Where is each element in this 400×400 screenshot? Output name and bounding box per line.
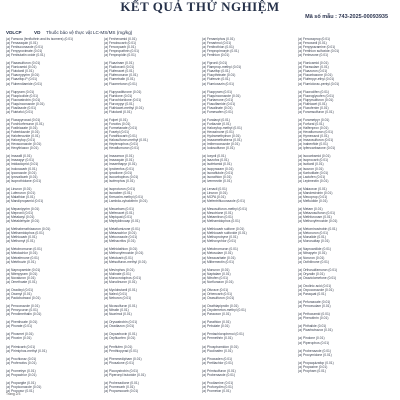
analyte-entry: (a) Ofurace (0.01) <box>202 287 229 292</box>
analyte-entry: (a) Orysastrobin (0.01) <box>104 320 138 325</box>
analyte-entry: (a) Iprobenfos (0.01) <box>104 166 135 171</box>
analyte-entry: (a) Metosulam (0.01) <box>202 251 233 256</box>
analyte-entry: (a) Mevinphos (0.01) <box>104 267 135 272</box>
analyte-entry: (a) Haloxyfop-methyl (0.01) <box>202 126 242 131</box>
analyte-entry: (a) Malathion (0.01) <box>6 194 35 199</box>
analyte-entry: (a) Pefurazoate (0.01) <box>298 300 331 305</box>
analyte-entry: (a) MCPA (0.01) <box>202 194 226 199</box>
analyte-entry: (a) Propiconazole (0.01) <box>6 385 42 390</box>
analyte-entry: (a) Imazosulfuron (0.01) <box>298 138 334 143</box>
analyte-entry: (a) Isocarbamid (0.01) <box>298 154 331 159</box>
analyte-entry: (a) Fonofos (0.01) <box>104 121 131 126</box>
analyte-entry: (a) Nitrofen (0.01) <box>202 275 229 280</box>
analyte-entry: (a) Orbencarb (0.01) <box>202 291 233 296</box>
header-description: Thuốc bảo vệ thực vật LC-MS/MS (mg/kg) <box>46 30 133 35</box>
analyte-entry: (a) Metazachlor (0.01) <box>104 231 137 236</box>
analyte-entry: (a) Fenhexamid (0.01) <box>104 37 137 41</box>
analyte-entry: (a) Monolinuron (0.01) <box>104 279 137 284</box>
analyte-entry: (a) Haloxyfop (0.01) <box>6 138 36 143</box>
analyte-entry: (a) Halfenprox (0.01) <box>298 126 329 131</box>
analyte-entry: (a) Phosalone (0.01) <box>104 360 135 365</box>
analyte-entry: (a) Furalaxyl (0.01) <box>202 117 230 122</box>
analyte-entry: (a) Phosphamidon (0.01) <box>202 344 239 349</box>
analyte-entry: (a) Phorate (0.01) <box>6 324 33 329</box>
analyte-entry: (a) Flucarbazone (0.01) <box>298 73 333 78</box>
analyte-entry: (a) Pentachlorophenol (0.01) <box>202 332 244 337</box>
analyte-entry: (a) Procymidone (0.01) <box>298 352 332 357</box>
analyte-entry: (a) Fluxapyroxad (0.01) <box>6 117 41 122</box>
analyte-entry: (a) Fipronil (0.01) <box>202 61 228 66</box>
analyte-entry: (a) Furathiocarb (0.01) <box>104 134 137 139</box>
analyte-entry: (a) Imazaquin (0.01) <box>104 158 134 163</box>
analyte-entry: (a) Imazapyr (0.01) <box>6 158 35 163</box>
analyte-entry: (a) Ivermectin (0.01) <box>202 178 232 183</box>
analyte-entry: (a) Oxadixyl (0.01) <box>6 287 34 292</box>
analyte-entry: (a) Hexazinone (0.01) <box>202 130 234 135</box>
analyte-entry: (a) Metominostrobin (0.01) <box>298 227 337 232</box>
analyte-entry: (a) Metamitron (0.01) <box>202 215 233 220</box>
analyte-entry: (a) Karbutilate (0.01) <box>298 170 329 175</box>
analyte-entry: (a) Prodiamine (0.01) <box>202 380 234 385</box>
analyte-entry: (a) Malaoxon (0.01) <box>298 186 327 191</box>
analyte-entry: (a) Fomesafen (0.01) <box>202 109 233 114</box>
analyte-entry: (a) Pindone (0.01) <box>298 336 325 341</box>
analyte-entry: (a) Imazamethabenz (0.01) <box>202 138 242 143</box>
analyte-entry: (a) Propoxur (0.01) <box>6 389 34 394</box>
analyte-entry: (a) Foramsulfuron (0.01) <box>298 109 334 114</box>
analyte-entry: (a) Metconazole (0.01) <box>104 235 138 240</box>
analyte-entry: (a) Propachlor (0.01) <box>6 372 37 377</box>
analyte-entry: (a) Mandestrobin (0.01) <box>298 190 333 195</box>
analyte-entry: (a) Phthalide (0.01) <box>298 324 327 329</box>
report-title: KẾT QUẢ THỬ NGHIỆM <box>120 0 280 14</box>
analyte-entry: (a) Methidathion (0.01) <box>104 247 138 252</box>
analyte-entry: (a) Phenmedipham (0.01) <box>104 356 142 361</box>
analyte-entry: (a) Kresoxim-methyl (0.01) <box>104 194 144 199</box>
analyte-entry: (a) Isopyrazam (0.01) <box>202 166 234 171</box>
analyte-entry: (a) Imazamox (0.01) <box>104 154 134 159</box>
analyte-entry: (a) Metam (0.01) <box>298 206 323 211</box>
analyte-entry: (a) Fluquinconazole (0.01) <box>202 93 241 98</box>
analyte-entry: (a) Oxyfluorfen (0.01) <box>104 336 136 341</box>
analyte-entry: (a) Novaluron (0.01) <box>6 275 36 280</box>
analyte-entry: (a) Fluoroglycofen (0.01) <box>298 93 335 98</box>
analyte-entry: (a) Octhilinone (0.01) <box>298 259 329 264</box>
analyte-entry: (a) Hymexazol (0.01) <box>298 134 329 139</box>
analyte-entry: (a) Propham (0.01) <box>298 368 326 373</box>
analyte-entry: (a) Furilazole (0.01) <box>202 121 231 126</box>
analyte-entry: (a) Methiocarb sulfone (0.01) <box>202 227 245 232</box>
analyte-entry: (a) Monosultap (0.01) <box>298 239 330 244</box>
analyte-entry: (a) Propamocarb (0.01) <box>104 389 139 394</box>
analyte-entry: (a) Flumioxazin (0.01) <box>202 81 235 86</box>
analyte-entry: (a) Imibenconazole (0.01) <box>202 142 240 147</box>
analyte-entry: (a) Isotianil (0.01) <box>298 162 324 167</box>
analyte-entry: (a) Methiocarb (0.01) <box>6 235 37 240</box>
analyte-entry: (a) Pencycuron (0.01) <box>6 308 38 313</box>
analyte-entry: (a) Metaldehyde (0.01) <box>6 219 40 224</box>
analyte-entry: (a) Metobromuron (0.01) <box>6 247 42 252</box>
analyte-entry: (a) Metazosulfuron (0.01) <box>298 211 336 216</box>
analyte-entry: (a) Phoxim (0.01) <box>6 336 32 341</box>
analyte-entry: (a) Lepimectin (0.01) <box>298 178 329 183</box>
analyte-entry: (a) Mandipropamid (0.01) <box>6 198 44 203</box>
analyte-entry: (a) Fenpyroximate (0.01) <box>6 49 43 54</box>
analyte-entry: (a) Probenazole (0.01) <box>202 372 235 377</box>
analyte-entry: (a) Fenbutatin oxide (0.01) <box>6 53 45 58</box>
analyte-entry: (a) Methoxychlor (0.01) <box>202 239 237 244</box>
analyte-entry: (a) Pinoxaden (0.01) <box>202 356 233 361</box>
analyte-column-1 <box>6 37 102 393</box>
analyte-entry: (a) Paraquat (0.01) <box>298 291 326 296</box>
analyte-entry: (a) Oxadiazon (0.01) <box>104 324 135 329</box>
analyte-entry: (a) Fenamiphos (0.01) <box>202 37 235 41</box>
analyte-entry: (a) Lambda-cyhalothrin (0.01) <box>104 198 148 203</box>
analyte-entry: (a) Flumetralin (0.01) <box>104 77 135 82</box>
analyte-entry: (a) Isouron (0.01) <box>298 166 324 171</box>
analyte-entry: (a) Metolcarb (0.01) <box>104 255 133 260</box>
analyte-entry: (a) Napropamide (0.01) <box>6 267 41 272</box>
analyte-entry: (a) Methamidophos (0.01) <box>202 219 240 224</box>
analyte-entry: (a) Picoxystrobin (0.01) <box>104 368 139 373</box>
analyte-entry: (a) Flonicamid (0.01) <box>298 61 329 66</box>
analyte-entry: (a) Ipfencarbazone (0.01) <box>298 146 336 151</box>
analyte-entry: (a) Lenacil (0.01) <box>202 186 227 191</box>
analyte-entry: (a) Imazethapyr (0.01) <box>104 162 137 167</box>
analyte-entry: (a) Flubendiamide (0.01) <box>6 81 43 86</box>
analyte-entry: (a) Fenoxaprop (0.01) <box>298 37 331 41</box>
analyte-column-4 <box>298 37 394 373</box>
analyte-entry: (a) Oxasulfuron (0.01) <box>202 296 235 300</box>
analyte-entry: (a) Propargite (0.01) <box>6 380 36 385</box>
analyte-entry: (a) Penoxsulam (0.01) <box>298 304 331 309</box>
analyte-entry: (a) Metribuzin (0.01) <box>6 259 36 264</box>
analyte-entry: (a) Hexaflumuron (0.01) <box>298 130 333 135</box>
analyte-entry: (a) Oxathiapiprolin (0.01) <box>202 304 239 309</box>
analyte-entry: (a) Fluazuron (0.01) <box>298 69 328 74</box>
analyte-entry: (a) Nuarimol (0.01) <box>104 312 132 317</box>
analyte-entry: (a) Phosmet (0.01) <box>6 332 34 337</box>
analyte-entry: (a) Halosulfuron-methyl (0.01) <box>104 138 148 143</box>
analyte-entry: (a) Flonicamid (0.01) <box>6 65 37 70</box>
analyte-entry: (a) Hydramethylnon (0.01) <box>202 134 241 139</box>
analyte-entry: (a) Paclobutrazol (0.01) <box>6 296 41 300</box>
analyte-entry: (a) Flurochloridone (0.01) <box>104 97 142 102</box>
analyte-entry: (a) Fenoxycarb (0.01) <box>104 45 136 50</box>
analyte-entry: (a) Prochloraz (0.01) <box>6 356 37 361</box>
analyte-entry: (a) Monuron (0.01) <box>202 267 230 272</box>
analyte-entry: (a) Picarbutrazox (0.01) <box>298 328 333 333</box>
analyte-entry: (a) Penthiopyrad (0.01) <box>104 348 138 353</box>
analyte-entry: (a) Piperophos (0.01) <box>298 340 330 345</box>
analyte-entry: (a) Flufenpyr-ethyl (0.01) <box>298 77 335 82</box>
analyte-entry: (a) Fenarimol (0.01) <box>202 41 232 46</box>
analyte-entry: (a) Profenofos (0.01) <box>6 360 37 365</box>
analyte-entry: (a) Halofenozide (0.01) <box>6 134 40 139</box>
analyte-entry: (a) Permethrin (0.01) <box>202 336 233 341</box>
analyte-entry: (a) Isoxaben (0.01) <box>104 190 132 195</box>
analyte-entry: (a) Fenpropathrin (0.01) <box>104 49 140 54</box>
analyte-entry: (a) Oxaziclomefone (0.01) <box>298 275 337 280</box>
analyte-entry: (a) Fluoxastrobin (0.01) <box>6 97 41 102</box>
analyte-entry: (a) Iprovalicarb (0.01) <box>6 174 38 179</box>
header-vd: VD <box>34 30 41 35</box>
analyte-entry: (a) Penflufen (0.01) <box>104 344 133 349</box>
analyte-entry: (a) Flusulfamide (0.01) <box>202 101 236 106</box>
analyte-entry: (a) Fluometuron (0.01) <box>104 81 137 86</box>
analyte-entry: (a) Isoproturon (0.01) <box>104 186 136 191</box>
sample-code: Mã số mẫu : 743-2025-00093935 <box>305 14 388 20</box>
analyte-entry: (a) Neburon (0.01) <box>104 296 132 300</box>
analyte-entry: (a) Isazofos (0.01) <box>202 158 229 163</box>
analyte-entry: (a) Primisulfuron (0.01) <box>202 368 236 373</box>
analyte-entry: (a) Forchlorfenuron (0.01) <box>6 121 44 126</box>
analyte-entry: (a) Metobromuron (0.01) <box>202 247 238 252</box>
analyte-entry: (a) Noruron (0.01) <box>298 255 325 260</box>
analyte-entry: (a) Hexaconazole (0.01) <box>6 142 42 147</box>
analyte-entry: (a) Mepiquat (0.01) <box>104 215 133 220</box>
analyte-entry: (a) Methoxyfenozide (0.01) <box>104 251 144 256</box>
analyte-entry: (a) Fluxofenim (0.01) <box>298 105 329 110</box>
analyte-entry: (a) Mefluidide (0.01) <box>298 198 328 203</box>
analyte-entry: (a) Isoprothiolane (0.01) <box>6 178 42 183</box>
analyte-column-3 <box>202 37 298 393</box>
analyte-entry: (a) Indoxacarb (0.01) <box>6 166 37 171</box>
analyte-entry: (a) Formetanate (0.01) <box>104 126 138 131</box>
analyte-entry: (a) Flupyrsulfuron (0.01) <box>298 97 334 102</box>
analyte-entry: (a) Iprodione (0.01) <box>104 170 133 175</box>
analyte-entry: (a) Mepronil (0.01) <box>6 211 34 216</box>
analyte-entry: (a) Omethoate (0.01) <box>6 279 37 284</box>
analyte-entry: (a) Naled (0.01) <box>104 291 128 296</box>
analyte-entry: (a) Fenazaquin (0.01) <box>6 41 38 46</box>
analyte-entry: (a) Fluacrypyrim (0.01) <box>6 73 40 78</box>
analyte-entry: (a) Imazalil (0.01) <box>6 154 32 159</box>
analyte-entry: (a) Methoprotryne (0.01) <box>202 235 238 240</box>
analyte-entry: (a) Pethoxamid (0.01) <box>298 312 330 317</box>
analyte-entry: (a) Isocarbophos (0.01) <box>104 174 139 179</box>
analyte-entry: (a) Famoxa (fenfluthrin and its isomers) (0.01) <box>6 37 74 41</box>
analyte-entry: (a) Fluquinconazole (0.01) <box>6 101 45 106</box>
analyte-entry: (a) Fenthion (0.01) <box>202 53 230 58</box>
analyte-entry: (a) Lactofen (0.01) <box>298 174 326 179</box>
analyte-entry: (a) Imidacloprid (0.01) <box>6 162 39 167</box>
analyte-entry: (a) Nitrapyrin (0.01) <box>298 251 327 256</box>
analyte-entry: (a) Mecarbam (0.01) <box>104 206 135 211</box>
analyte-entry: (a) Flutolanil (0.01) <box>6 69 34 74</box>
analyte-entry: (a) Fenthion sulfoxide (0.01) <box>298 49 340 54</box>
analyte-entry: (a) Isofetamid (0.01) <box>202 162 232 167</box>
analyte-entry: (a) Ipconazole (0.01) <box>6 170 37 175</box>
analyte-entry: (a) Florasulam (0.01) <box>298 65 329 70</box>
analyte-entry: (a) Flumiclorac-pentyl (0.01) <box>298 81 340 86</box>
analyte-entry: (a) Fenoxanil (0.01) <box>298 41 327 46</box>
analyte-entry: (a) Nitenpyram (0.01) <box>6 271 38 276</box>
analyte-entry: (a) Isoxathion (0.01) <box>202 174 232 179</box>
analyte-entry: (a) Oxamyl (0.01) <box>6 291 32 296</box>
analyte-entry: (a) Paraoxon (0.01) <box>202 312 231 317</box>
analyte-entry: (a) Pendimethalin (0.01) <box>6 312 42 317</box>
analyte-entry: (a) Fenitrothion (0.01) <box>202 45 234 50</box>
analyte-entry: (a) Prometon (0.01) <box>202 389 231 394</box>
analyte-entry: (a) Ioxynil (0.01) <box>202 154 226 159</box>
analyte-entry: (a) Milbemectin (0.01) <box>202 259 235 264</box>
analyte-entry: (a) Promecarb (0.01) <box>104 385 135 390</box>
analyte-entry: (a) Iodosulfuron (0.01) <box>202 146 235 151</box>
analyte-entry: (a) Flurtamone (0.01) <box>202 97 234 102</box>
analyte-entry: (a) Flutriafol (0.01) <box>6 109 34 114</box>
analyte-entry: (a) Fluvalinate (0.01) <box>202 105 233 110</box>
analyte-entry: (a) Isofenphos (0.01) <box>104 178 135 183</box>
analyte-entry: (a) Linuron (0.01) <box>202 190 228 195</box>
analyte-entry: (a) Pebulate (0.01) <box>202 324 230 329</box>
analyte-entry: (a) Fenpropimorph (0.01) <box>202 49 239 54</box>
analyte-entry: (a) Flazasulfuron (0.01) <box>6 61 41 66</box>
analyte-entry: (a) Hexaflumuron (0.01) <box>104 146 139 151</box>
analyte-entry: (a) Nitralin (0.01) <box>104 308 129 313</box>
analyte-entry: (a) Flucythrinate (0.01) <box>202 73 236 78</box>
analyte-entry: (a) Metaflumizone (0.01) <box>104 227 140 232</box>
analyte-entry: (a) Oxolinic acid (0.01) <box>298 283 332 288</box>
analyte-entry: (a) Oxydemeton-methyl (0.01) <box>202 308 246 313</box>
analyte-entry: (a) Flufenzin (0.01) <box>202 77 230 82</box>
analyte-entry: (a) Flupyradifurone (0.01) <box>104 89 142 94</box>
analyte-entry: (a) Mexacarbate (0.01) <box>202 255 236 260</box>
analyte-entry: (a) Heptenophos (0.01) <box>104 142 139 147</box>
analyte-entry: (a) Methacrifos (0.01) <box>104 239 136 244</box>
analyte-entry: (a) Profoxydim (0.01) <box>202 385 233 390</box>
analyte-entry: (a) Naproanilide (0.01) <box>298 247 331 252</box>
analyte-entry: (a) Metoxuron (0.01) <box>298 231 329 236</box>
analyte-entry: (a) Fluroxypyr (0.01) <box>104 101 134 106</box>
analyte-entry: (a) Linuron (0.01) <box>6 186 32 191</box>
analyte-entry: (a) Molinate (0.01) <box>104 271 131 276</box>
analyte-entry: (a) Fluazinam (0.01) <box>104 61 134 66</box>
analyte-column-2 <box>104 37 200 393</box>
analyte-entry: (a) Flufenoxuron (0.01) <box>104 73 138 78</box>
analyte-entry: (a) Prometryn (0.01) <box>6 368 36 373</box>
analyte-entry: (a) Oxycarboxin (0.01) <box>104 332 137 337</box>
analyte-entry: (a) Oxpoconazole (0.01) <box>298 287 334 292</box>
analyte-entry: (a) Methomyl (0.01) <box>6 239 35 244</box>
analyte-entry: (a) Inabenfide (0.01) <box>298 142 328 147</box>
analyte-entry: (a) Fenpyrazamine (0.01) <box>298 45 336 50</box>
analyte-entry: (a) Nicosulfuron (0.01) <box>104 304 137 309</box>
analyte-entry: (a) Pirimicarb (0.01) <box>6 344 36 349</box>
analyte-entry: (a) Fluorodifen (0.01) <box>298 89 329 94</box>
analyte-entry: (a) Phenothrin (0.01) <box>298 316 329 321</box>
analyte-entry: (a) Fosthiazate (0.01) <box>6 126 38 131</box>
analyte-entry: (a) Meptyldinocap (0.01) <box>104 219 140 224</box>
analyte-entry: (a) Fluazifop (0.01) <box>202 69 230 74</box>
analyte-entry: (a) Fluazifop-P (0.01) <box>6 77 38 82</box>
analyte-entry: (a) Prohexadione (0.01) <box>104 380 139 385</box>
analyte-entry: (a) Lufenuron (0.01) <box>6 190 36 195</box>
analyte-entry: (a) Propaquizafop (0.01) <box>298 360 334 365</box>
analyte-entry: (a) Mepanipyrim (0.01) <box>6 206 40 211</box>
analyte-entry: (a) Propazine (0.01) <box>298 364 328 369</box>
analyte-entry: (a) Fluthiacet (0.01) <box>298 101 327 106</box>
analyte-entry: (a) Metrafenone (0.01) <box>6 255 39 260</box>
analyte-entry: (a) Methabenzthiazuron (0.01) <box>6 227 51 232</box>
analyte-entry: (a) Fenobucarb (0.01) <box>104 41 137 46</box>
analyte-entry: (a) Fenbuconazole (0.01) <box>6 45 44 50</box>
analyte-entry: (a) Probenazole (0.01) <box>298 348 331 353</box>
analyte-entry: (a) Flamprop-methyl (0.01) <box>202 65 242 70</box>
analyte-entry: (a) Flusilazole (0.01) <box>6 105 37 110</box>
analyte-entry: (a) Hexythiazox (0.01) <box>6 146 39 151</box>
analyte-entry: (a) Isoxaflutole (0.01) <box>202 170 234 175</box>
analyte-entry: (a) Norflurazon (0.01) <box>202 279 234 284</box>
analyte-entry: (a) Orthosulfamuron (0.01) <box>298 267 338 272</box>
analyte-entry: (a) Mefenacet (0.01) <box>104 211 134 216</box>
analyte-entry: (a) Fluopicolide (0.01) <box>6 93 39 98</box>
analyte-entry: (a) Parathion (0.01) <box>202 320 231 325</box>
analyte-entry: (a) Oryzalin (0.01) <box>298 271 325 276</box>
analyte-entry: (a) Methamidophos (0.01) <box>6 231 44 236</box>
analyte-entry: (a) Naptalam (0.01) <box>202 271 231 276</box>
analyte-entry: (a) Metsulfuron-methyl (0.01) <box>104 259 147 264</box>
analyte-entry: (a) Mesosulfuron-methyl (0.01) <box>202 206 248 211</box>
analyte-entry: (a) Mecoprop (0.01) <box>298 194 328 199</box>
analyte-entry: (a) Picolinafen (0.01) <box>202 348 233 353</box>
analyte-entry: (a) Monalide (0.01) <box>298 235 326 240</box>
analyte-entry: (a) Mesotrione (0.01) <box>202 211 233 216</box>
analyte-entry: (a) Metalaxyl (0.01) <box>6 215 35 220</box>
analyte-entry: (a) Metolachlor (0.01) <box>6 251 38 256</box>
page-footer: Trang 2/3 <box>6 392 21 396</box>
analyte-entry: (a) Folpet (0.01) <box>104 117 128 122</box>
analyte-entry: (a) Methoxyfenozide (0.01) <box>298 219 338 224</box>
analyte-entry: (a) Fluopyram (0.01) <box>202 89 233 94</box>
analyte-entry: (a) Phenthoate (0.01) <box>6 320 38 325</box>
analyte-entry: (a) Fosetyl (0.01) <box>104 130 130 135</box>
header-code: VDLCP <box>6 30 22 35</box>
analyte-entry: (a) Flutolanil (0.01) <box>104 109 132 114</box>
analyte-entry: (a) Fluthiacet-methyl (0.01) <box>104 105 144 110</box>
analyte-entry: (a) Fluridone (0.01) <box>104 93 133 98</box>
analyte-entry: (a) Fuberidazole (0.01) <box>6 130 40 135</box>
analyte-entry: (a) Pretilachlor (0.01) <box>202 360 233 365</box>
analyte-entry: (a) Ferimzone (0.01) <box>298 53 329 58</box>
analyte-entry: (a) Fenpropidin (0.01) <box>104 53 136 58</box>
analyte-entry: (a) Fludioxonil (0.01) <box>104 65 135 70</box>
analyte-entry: (a) Furametpyr (0.01) <box>298 117 330 122</box>
analyte-entry: (a) Myclobutanil (0.01) <box>104 287 137 292</box>
analyte-entry: (a) Methiocarb sulfoxide (0.01) <box>202 231 247 236</box>
analyte-entry: (a) Piperonyl butoxide (0.01) <box>104 372 146 377</box>
analyte-entry: (a) Furfural (0.01) <box>298 121 324 126</box>
analyte-entry: (a) Isoprocarb (0.01) <box>298 158 329 163</box>
analyte-entry: (a) Flupyram (0.01) <box>6 89 35 94</box>
analyte-entry: (a) Pirimiphos-methyl (0.01) <box>6 348 47 353</box>
analyte-entry: (a) Flufenacet (0.01) <box>104 69 134 74</box>
analyte-entry: (a) Penconazole (0.01) <box>6 304 40 309</box>
analyte-entry: (a) Mefentrifluconazole (0.01) <box>202 198 246 203</box>
analyte-entry: (a) Methfuroxam (0.01) <box>298 215 332 220</box>
analyte-entry: (a) Monocrotophos (0.01) <box>104 275 142 280</box>
